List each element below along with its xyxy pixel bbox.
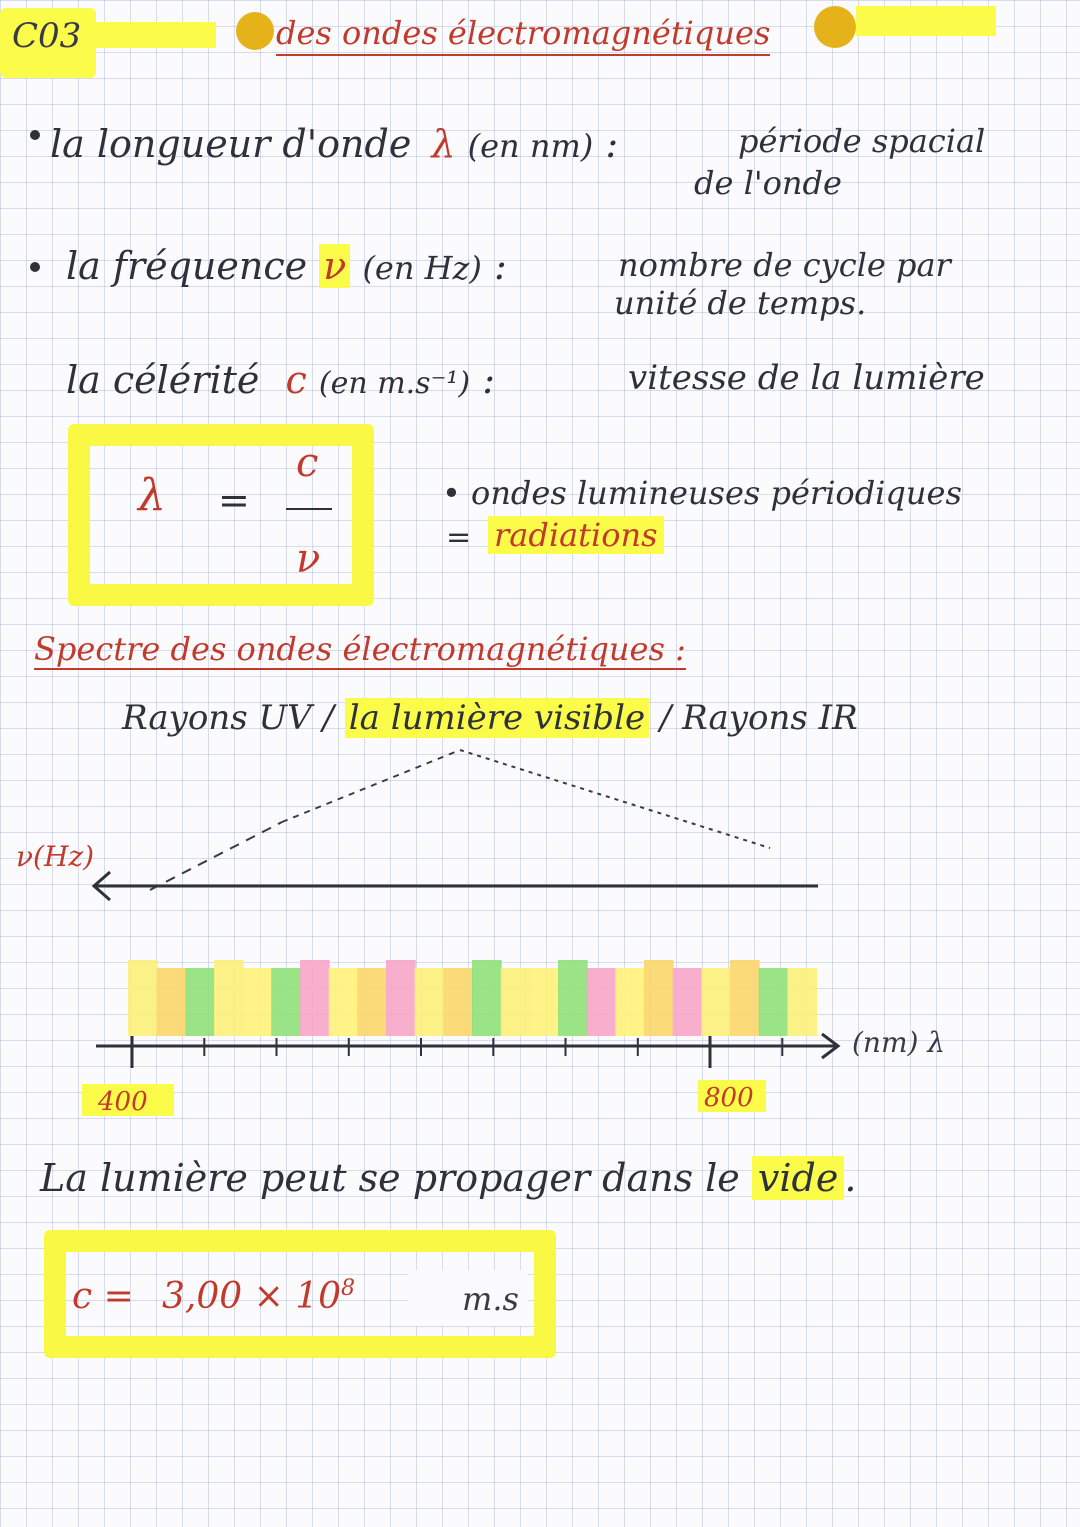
- title-dot-right: [814, 6, 856, 48]
- formula-lambda: λ: [138, 470, 166, 521]
- formula-denominator: ν: [296, 536, 321, 582]
- vacuum-text: La lumière peut se propager dans le: [40, 1156, 740, 1200]
- vacuum-sentence: [40, 1156, 856, 1200]
- vacuum-period: .: [844, 1156, 857, 1200]
- color-band: [128, 960, 158, 1036]
- zoom-line-right: [460, 750, 770, 848]
- constant-mantissa: 3,00 × 10: [162, 1276, 342, 1317]
- constant-exponent: 8: [341, 1276, 356, 1301]
- constant-value: [162, 1276, 355, 1317]
- def-celerity-term: la célérité: [66, 358, 260, 402]
- visible-color-bands: [128, 960, 817, 1036]
- page-title: des ondes électromagnétiques: [276, 14, 770, 56]
- nu-symbol: ν: [319, 244, 350, 288]
- constant-unit: m.s: [462, 1280, 519, 1318]
- color-band: [271, 968, 301, 1036]
- note-equals: =: [446, 520, 472, 555]
- color-band: [415, 968, 445, 1036]
- wavelength-axis-label: (nm) λ: [852, 1026, 946, 1059]
- color-band: [501, 968, 531, 1036]
- color-band: [529, 968, 559, 1036]
- color-band: [300, 960, 330, 1036]
- color-band: [701, 968, 731, 1036]
- def-celerity-meaning: vitesse de la lumière: [628, 358, 985, 398]
- zoom-line-left-upper: [282, 750, 460, 822]
- def-wavelength: [50, 122, 618, 166]
- color-band: [185, 968, 215, 1036]
- formula-equals: =: [218, 478, 250, 522]
- tick-label-800: 800: [704, 1083, 754, 1113]
- region-ir: / Rayons IR: [659, 698, 858, 738]
- frequency-axis-label: ν(Hz): [16, 840, 95, 873]
- c-symbol: c: [285, 358, 307, 402]
- chapter-code: C03: [12, 16, 82, 56]
- spectrum-title: Spectre des ondes électromagnétiques :: [34, 630, 686, 668]
- def-frequency-meaning-1: nombre de cycle par: [618, 246, 951, 284]
- def-wavelength-meaning-2: de l'onde: [694, 164, 842, 202]
- constant-lhs: c =: [72, 1276, 134, 1317]
- color-band: [673, 968, 703, 1036]
- color-band: [243, 968, 273, 1036]
- color-band: [644, 960, 674, 1036]
- def-celerity-sep: :: [482, 358, 496, 402]
- color-band: [357, 968, 387, 1036]
- formula-numerator: c: [296, 440, 319, 486]
- color-band: [386, 960, 416, 1036]
- def-wavelength-term: la longueur d'onde: [50, 122, 412, 166]
- header-highlight-right: [856, 6, 996, 36]
- def-celerity-unit: (en m.s⁻¹): [318, 366, 471, 401]
- color-band: [615, 968, 645, 1036]
- note-radiations: radiations: [488, 516, 664, 554]
- vacuum-word: vide: [752, 1156, 844, 1200]
- def-frequency-meaning-2: unité de temps.: [614, 284, 867, 322]
- region-uv: Rayons UV /: [122, 698, 334, 738]
- color-band: [214, 960, 244, 1036]
- def-frequency-unit: (en Hz): [362, 249, 482, 287]
- spectrum-diagram: [0, 740, 1080, 1170]
- tick-label-400: 400: [98, 1087, 148, 1117]
- def-celerity: [66, 358, 495, 402]
- bullet-wavelength: [30, 130, 40, 140]
- header-highlight-strip: [96, 22, 216, 48]
- spectrum-regions: [122, 698, 858, 738]
- def-frequency: [66, 244, 507, 288]
- wavelength-ticks: [132, 1036, 782, 1068]
- def-wavelength-sep: :: [605, 122, 619, 166]
- color-band: [558, 960, 588, 1036]
- title-dot-left: [236, 12, 274, 50]
- color-band: [157, 968, 187, 1036]
- def-wavelength-meaning-1: période spacial: [738, 122, 986, 160]
- bullet-frequency: [30, 262, 40, 272]
- def-frequency-term: la fréquence: [66, 244, 308, 288]
- def-frequency-sep: :: [493, 244, 507, 288]
- color-band: [587, 968, 617, 1036]
- color-band: [730, 960, 760, 1036]
- region-visible: la lumière visible: [345, 698, 649, 738]
- def-wavelength-unit: (en nm): [467, 127, 594, 165]
- note-periodic-waves: • ondes lumineuses périodiques: [442, 474, 962, 512]
- color-band: [329, 968, 359, 1036]
- color-band: [472, 960, 502, 1036]
- zoom-line-left-lower: [150, 822, 282, 890]
- color-band: [759, 968, 789, 1036]
- formula-fraction-bar: [286, 508, 332, 510]
- color-band: [787, 968, 817, 1036]
- color-band: [443, 968, 473, 1036]
- lambda-symbol: λ: [431, 122, 456, 166]
